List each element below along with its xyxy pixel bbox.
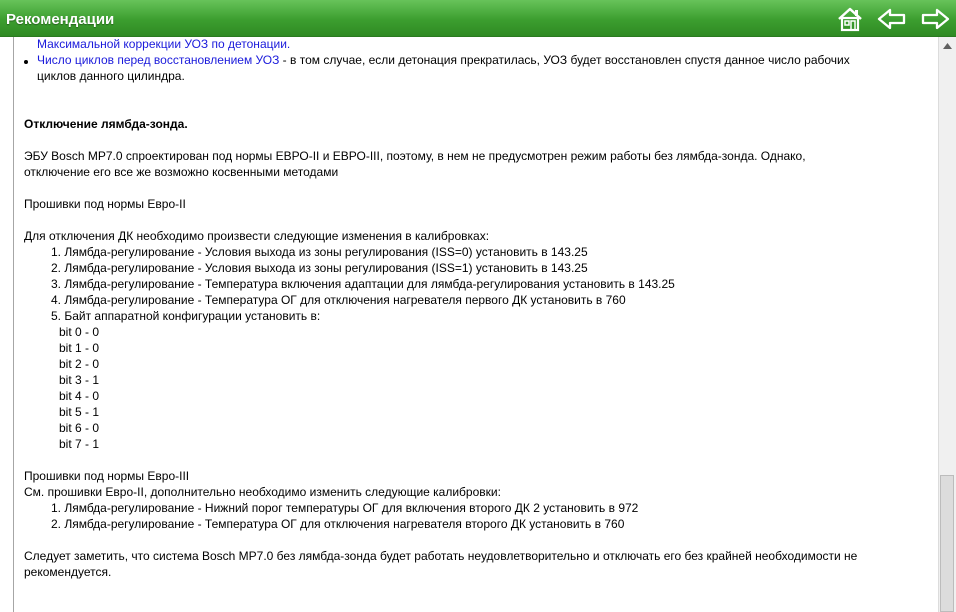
bullet-text-1: - в том случае, если детонация прекратилась, УОЗ будет восстановлен спустя данное число рабочих [279, 53, 850, 67]
scroll-up-button[interactable] [939, 37, 956, 54]
scroll-thumb[interactable] [940, 475, 954, 612]
prev-link-line[interactable]: Максимальной коррекции УОЗ по детонации. [37, 37, 291, 51]
window-title: Рекомендации [6, 11, 115, 28]
bit-value: bit 1 - 0 [59, 341, 100, 355]
forward-button[interactable] [920, 6, 950, 32]
bullet-line-2: циклов данного цилиндра. [37, 69, 185, 83]
bullet-link[interactable]: Число циклов перед восстановлением УОЗ [37, 53, 280, 67]
home-icon [836, 6, 864, 32]
title-bar [0, 0, 956, 37]
vertical-scrollbar[interactable] [938, 37, 956, 612]
bullet-line-1 [37, 52, 850, 68]
euro2-intro: Для отключения ДК необходимо произвести следующие изменения в калибровках: [24, 229, 490, 243]
euro2-item: 1. Лямбда-регулирование - Условия выхода из зоны регулирования (ISS=0) установить в 143.25 [51, 245, 588, 259]
euro2-title: Прошивки под нормы Евро-II [24, 197, 186, 211]
euro3-intro: См. прошивки Евро-II, дополнительно необходимо изменить следующие калибровки: [24, 485, 501, 499]
euro3-item: 2. Лямбда-регулирование - Температура ОГ для отключения нагревателя второго ДК установить в 760 [51, 517, 625, 531]
intro-line-1: ЭБУ Bosch MP7.0 спроектирован под нормы ЕВРО-II и ЕВРО-III, поэтому, в нем не предусмотрен режим работы без лямбда-зонда. Однако, [24, 149, 806, 163]
euro2-item: 2. Лямбда-регулирование - Условия выхода из зоны регулирования (ISS=1) установить в 143.25 [51, 261, 588, 275]
intro-line-2: отключение его все же возможно косвенными методами [24, 165, 339, 179]
back-button[interactable] [877, 6, 907, 32]
euro3-title: Прошивки под нормы Евро-III [24, 469, 190, 483]
bit-value: bit 5 - 1 [59, 405, 100, 419]
bit-value: bit 3 - 1 [59, 373, 100, 387]
arrow-right-icon [920, 8, 950, 30]
bit-value: bit 0 - 0 [59, 325, 100, 339]
conclusion-line-2: рекомендуется. [24, 565, 112, 579]
euro2-item: 4. Лямбда-регулирование - Температура ОГ для отключения нагревателя первого ДК установить в 760 [51, 293, 626, 307]
bit-value: bit 2 - 0 [59, 357, 100, 371]
bit-value: bit 4 - 0 [59, 389, 100, 403]
euro3-item: 1. Лямбда-регулирование - Нижний порог температуры ОГ для включения второго ДК 2 установить в 972 [51, 501, 639, 515]
bit-value: bit 6 - 0 [59, 421, 100, 435]
bullet-dot [24, 60, 28, 64]
euro2-item: 5. Байт аппаратной конфигурации установить в: [51, 309, 321, 323]
chevron-up-icon [943, 43, 952, 49]
home-button[interactable] [835, 6, 865, 32]
arrow-left-icon [877, 8, 907, 30]
content-area [13, 37, 939, 612]
bit-value: bit 7 - 1 [59, 437, 100, 451]
section-heading: Отключение лямбда-зонда. [24, 117, 188, 131]
euro2-item: 3. Лямбда-регулирование - Температура включения адаптации для лямбда-регулирования установить в 143.25 [51, 277, 675, 291]
conclusion-line-1: Следует заметить, что система Bosch MP7.0 без лямбда-зонда будет работать неудовлетворительно и отключать его без крайней необходимости не [24, 549, 858, 563]
